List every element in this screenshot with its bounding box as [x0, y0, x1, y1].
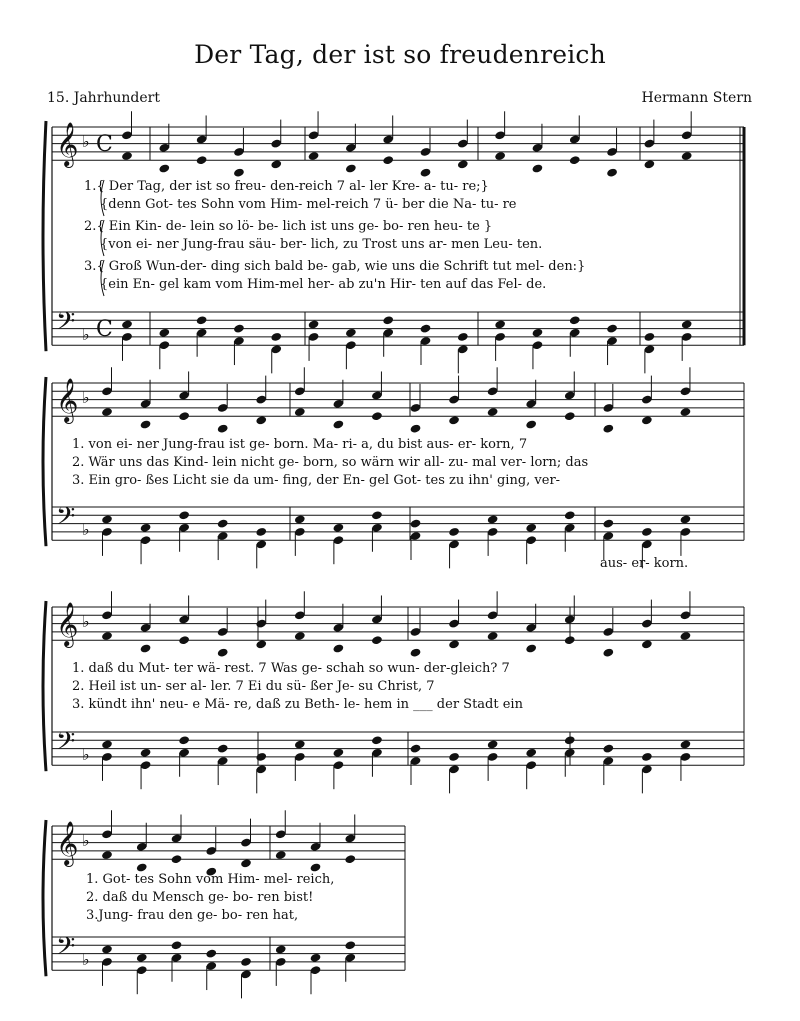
note-head: [332, 748, 344, 758]
note-head: [420, 168, 432, 178]
note-head: [217, 424, 229, 434]
system-bracket: [43, 601, 46, 771]
lyric-s2-line1: 1. von ei- ner Jung-frau ist ge- born. Ma- ri- a, du bist aus- er- korn, 7: [72, 437, 528, 452]
note-head: [525, 419, 537, 429]
note-head: [240, 957, 252, 967]
note-head: [410, 648, 422, 658]
note-head: [457, 159, 469, 169]
note-head: [332, 643, 344, 653]
treble-clef-icon: 𝄞: [56, 378, 79, 422]
note-head: [121, 319, 133, 329]
lyric-s1-line4: {von ei- ner Jung-frau säu- ber- lich, zu Trost uns ar- men Leu- ten.: [100, 237, 543, 252]
note-head: [294, 631, 306, 641]
note-head: [255, 415, 267, 425]
treble-clef-icon: 𝄞: [56, 602, 79, 646]
note-head: [255, 639, 267, 649]
note-head: [136, 953, 148, 963]
lyric-s3-line1: 1. daß du Mut- ter wä- rest. 7 Was ge- schah so wun- der-gleich? 7: [72, 661, 510, 676]
note-head: [140, 419, 152, 429]
note-head: [371, 735, 383, 745]
note-head: [564, 735, 576, 745]
note-head: [641, 415, 653, 425]
note-head: [140, 523, 152, 533]
note-head: [332, 523, 344, 533]
note-head: [140, 643, 152, 653]
flat-icon: ♭: [82, 612, 90, 631]
flat-icon: ♭: [82, 950, 90, 969]
flat-icon: ♭: [82, 325, 90, 344]
lyric-s1-line5: 3.{ Groß Wun-der- ding sich bald be- gab, wie uns die Schrift tut mel- den:}: [84, 259, 586, 274]
note-head: [196, 315, 208, 325]
lyric-s1-line1: 1.{ Der Tag, der ist so freu- den-reich 7 al- ler Kre- a- tu- re;}: [84, 179, 489, 194]
note-head: [178, 510, 190, 520]
note-head: [494, 319, 506, 329]
common-time-icon: C: [96, 317, 113, 342]
note-head: [101, 631, 113, 641]
note-head: [255, 527, 267, 537]
lyric-s4-line2: 2. daß du Mensch ge- bo- ren bist!: [86, 890, 314, 905]
note-head: [217, 648, 229, 658]
note-head: [681, 319, 693, 329]
bass-clef-icon: 𝄢: [56, 502, 76, 537]
note-head: [240, 858, 252, 868]
system-bracket: [43, 820, 46, 976]
note-head: [371, 635, 383, 645]
lyric-s3-line3: 3. kündt ihn' neu- e Mä- re, daß zu Beth- le- hem in ___ der Stadt ein: [72, 697, 523, 712]
note-head: [525, 523, 537, 533]
system-bracket: [43, 121, 46, 351]
note-head: [275, 850, 287, 860]
note-head: [487, 514, 499, 524]
note-head: [564, 411, 576, 421]
lyric-s4-line3: 3.Jung- frau den ge- bo- ren hat,: [86, 908, 299, 923]
note-head: [310, 953, 322, 963]
note-head: [294, 739, 306, 749]
note-head: [101, 944, 113, 954]
note-head: [178, 735, 190, 745]
note-head: [101, 514, 113, 524]
note-head: [382, 315, 394, 325]
note-head: [532, 328, 544, 338]
bass-clef-icon: 𝄢: [56, 932, 76, 967]
note-head: [371, 411, 383, 421]
note-head: [171, 940, 183, 950]
note-head: [270, 159, 282, 169]
note-head: [178, 635, 190, 645]
flat-icon: ♭: [82, 132, 90, 151]
note-head: [275, 944, 287, 954]
flat-icon: ♭: [82, 745, 90, 764]
treble-clef-icon: 𝄞: [56, 821, 79, 865]
note-head: [643, 159, 655, 169]
note-head: [532, 163, 544, 173]
system-bracket: [43, 377, 46, 546]
note-head: [564, 510, 576, 520]
note-head: [602, 424, 614, 434]
note-head: [606, 324, 618, 334]
note-head: [410, 519, 422, 529]
note-head: [178, 411, 190, 421]
note-head: [569, 155, 581, 165]
note-head: [564, 635, 576, 645]
note-head: [217, 744, 229, 754]
note-head: [641, 639, 653, 649]
note-head: [345, 163, 357, 173]
note-head: [101, 850, 113, 860]
note-head: [680, 739, 692, 749]
note-head: [680, 631, 692, 641]
note-head: [196, 155, 208, 165]
note-head: [101, 739, 113, 749]
origin-label: 15. Jahrhundert: [47, 90, 160, 106]
lyric-s1-line2: {denn Got- tes Sohn vom Him- mel-reich 7 ü- ber die Na- tu- re: [100, 197, 517, 212]
note-head: [121, 151, 133, 161]
note-head: [294, 407, 306, 417]
note-head: [382, 155, 394, 165]
lyric-s1-line3: 2.{ Ein Kin- de- lein so lö- be- lich ist uns ge- bo- ren heu- te }: [84, 219, 493, 234]
note-head: [448, 752, 460, 762]
note-head: [371, 510, 383, 520]
note-head: [525, 748, 537, 758]
treble-clef-icon: 𝄞: [56, 122, 79, 166]
note-head: [602, 648, 614, 658]
lyric-s2-bass: aus- er- korn.: [600, 556, 689, 571]
bass-clef-icon: 𝄢: [56, 307, 76, 342]
composer-label: Hermann Stern: [641, 90, 752, 106]
note-head: [680, 407, 692, 417]
note-head: [681, 151, 693, 161]
note-head: [448, 527, 460, 537]
note-head: [344, 854, 356, 864]
note-head: [217, 519, 229, 529]
note-head: [410, 424, 422, 434]
flat-icon: ♭: [82, 388, 90, 407]
note-head: [410, 744, 422, 754]
lyric-s3-line2: 2. Heil ist un- ser al- ler. 7 Ei du sü- ßer Je- su Christ, 7: [72, 679, 435, 694]
common-time-icon: C: [96, 132, 113, 157]
note-head: [101, 407, 113, 417]
note-head: [487, 739, 499, 749]
note-head: [487, 631, 499, 641]
note-head: [205, 949, 217, 959]
lyric-s4-line1: 1. Got- tes Sohn vom Him- mel- reich,: [86, 872, 335, 887]
bass-clef-icon: 𝄢: [56, 727, 76, 762]
note-head: [344, 940, 356, 950]
note-head: [448, 415, 460, 425]
note-head: [602, 744, 614, 754]
note-head: [494, 151, 506, 161]
note-head: [140, 748, 152, 758]
note-head: [602, 519, 614, 529]
note-head: [569, 315, 581, 325]
note-head: [420, 324, 432, 334]
note-head: [158, 328, 170, 338]
note-head: [643, 332, 655, 342]
note-head: [641, 752, 653, 762]
note-head: [233, 168, 245, 178]
lyric-s1-line6: {ein En- gel kam vom Him-mel her- ab zu'n Hir- ten auf das Fel- de.: [100, 277, 547, 292]
flat-icon: ♭: [82, 831, 90, 850]
note-head: [457, 332, 469, 342]
note-head: [294, 514, 306, 524]
note-head: [525, 643, 537, 653]
note-head: [270, 332, 282, 342]
lyric-s2-line3: 3. Ein gro- ßes Licht sie da um- fing, der En- gel Got- tes zu ihn' ging, ver-: [72, 473, 561, 488]
note-head: [606, 168, 618, 178]
note-head: [680, 514, 692, 524]
note-head: [158, 163, 170, 173]
note-head: [171, 854, 183, 864]
note-head: [308, 319, 320, 329]
note-head: [448, 639, 460, 649]
lyric-s2-line2: 2. Wär uns das Kind- lein nicht ge- born, so wärn wir all- zu- mal ver- lorn; das: [72, 455, 589, 470]
note-head: [332, 419, 344, 429]
note-head: [641, 527, 653, 537]
note-head: [345, 328, 357, 338]
note-head: [308, 151, 320, 161]
song-title: Der Tag, der ist so freudenreich: [194, 40, 606, 69]
note-head: [487, 407, 499, 417]
flat-icon: ♭: [82, 520, 90, 539]
note-head: [233, 324, 245, 334]
note-head: [255, 752, 267, 762]
